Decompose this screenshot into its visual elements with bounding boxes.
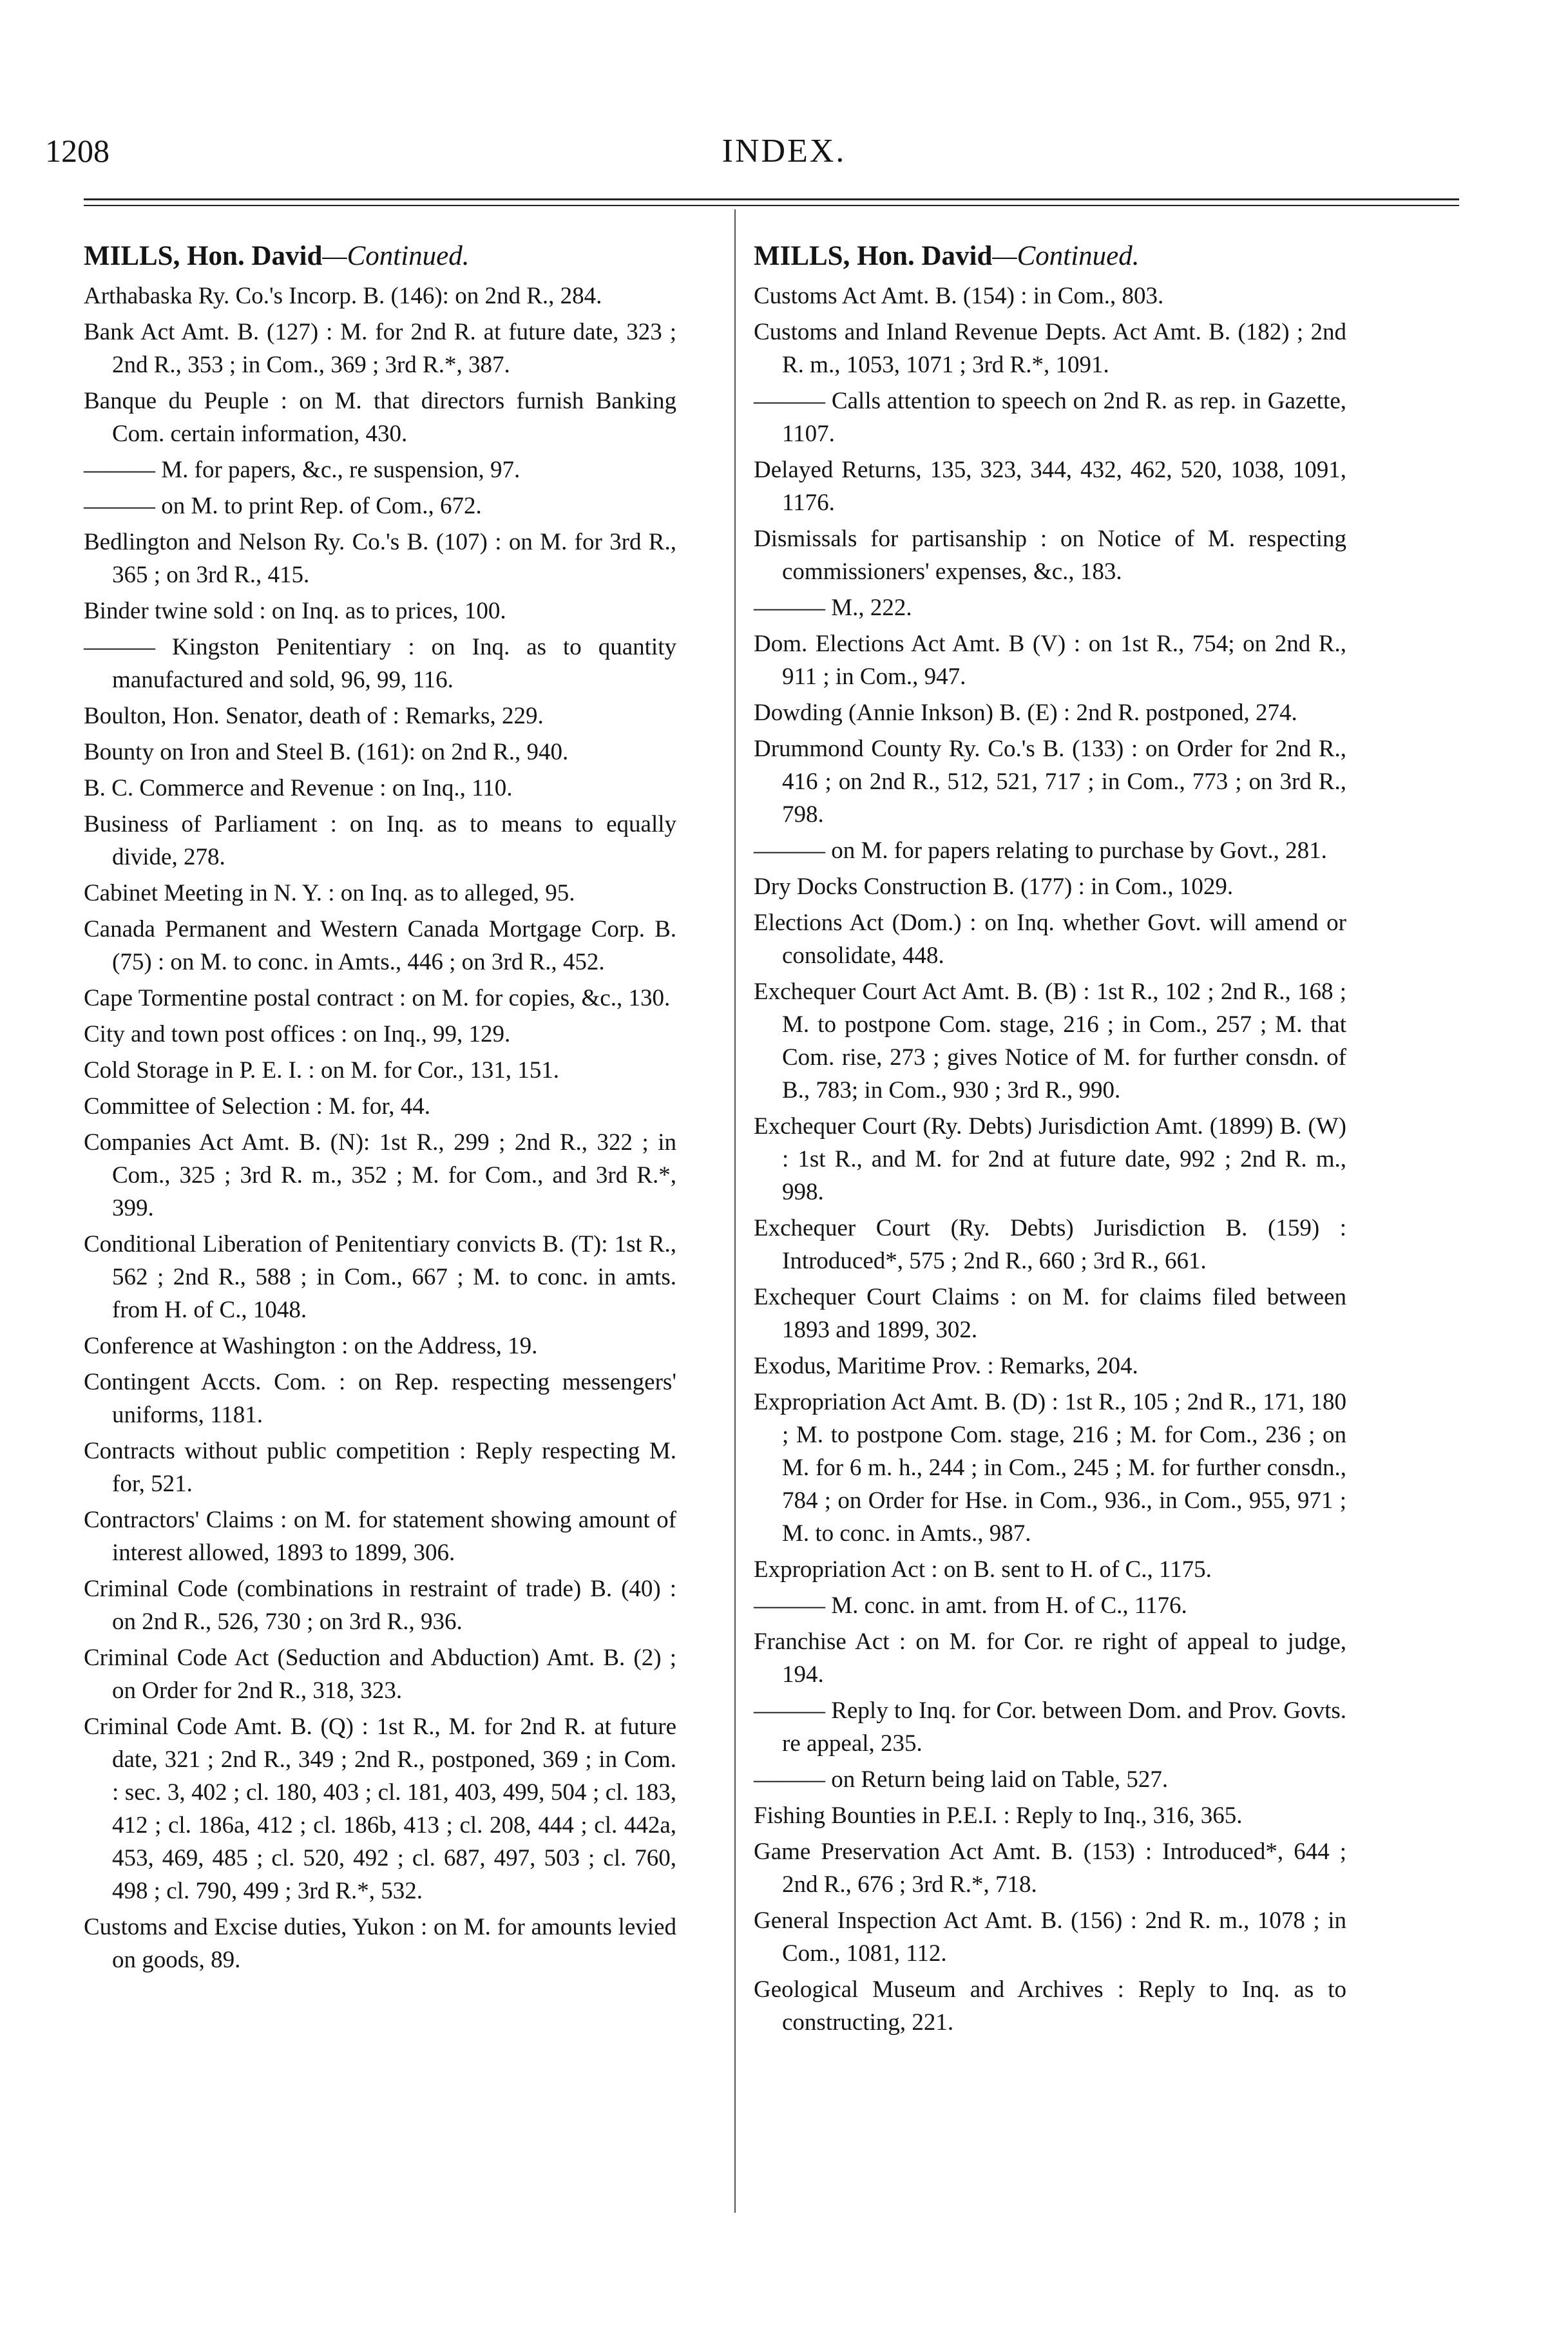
heading-name: MILLS, Hon. David — [84, 241, 323, 271]
index-entry: ——— on M. to print Rep. of Com., 672. — [84, 493, 482, 519]
index-entry: Geological Museum and Archives : Reply to Inq. as to constructing, 221. — [754, 1976, 1346, 2036]
heading-continued: —Continued. — [322, 241, 470, 271]
index-entry: Exchequer Court Claims : on M. for claims filed between 1893 and 1899, 302. — [754, 1284, 1346, 1343]
index-entry: Exodus, Maritime Prov. : Remarks, 204. — [754, 1353, 1138, 1379]
index-entry: Cabinet Meeting in N. Y. : on Inq. as to alleged, 95. — [84, 880, 575, 906]
column-divider — [734, 209, 736, 2213]
index-entry: Bank Act Amt. B. (127) : M. for 2nd R. at future date, 323 ; 2nd R., 353 ; in Com., 369 ; 3rd R.*, 387. — [84, 319, 676, 378]
index-entry: Arthabaska Ry. Co.'s Incorp. B. (146): on 2nd R., 284. — [84, 283, 602, 309]
column-heading — [754, 238, 1346, 274]
index-entry: Expropriation Act Amt. B. (D) : 1st R., 105 ; 2nd R., 171, 180 ; M. to postpone Com. stage, 216 ; M. for Com., 236 ; on M. for 6 m. h., 244 ; in Com., 245 ; M. for further consdn., 784 ; on Order for Hse. in Com., 936., in Com., 955, 971 ; M. to conc. in Amts., 987. — [754, 1389, 1346, 1547]
index-entry: Dry Docks Construction B. (177) : in Com., 1029. — [754, 874, 1234, 900]
index-entry: Boulton, Hon. Senator, death of : Remarks, 229. — [84, 703, 544, 729]
left-column — [84, 238, 676, 1980]
column-heading — [84, 238, 676, 274]
index-entry: Bedlington and Nelson Ry. Co.'s B. (107) : on M. for 3rd R., 365 ; on 3rd R., 415. — [84, 529, 676, 588]
index-entry: ——— M. for papers, &c., re suspension, 97. — [84, 457, 521, 483]
index-entry: Customs and Excise duties, Yukon : on M. for amounts levied on goods, 89. — [84, 1914, 676, 1973]
index-entry: Dom. Elections Act Amt. B (V) : on 1st R., 754; on 2nd R., 911 ; in Com., 947. — [754, 631, 1346, 690]
index-entry: Conditional Liberation of Penitentiary convicts B. (T): 1st R., 562 ; 2nd R., 588 ; in Com., 667 ; M. to conc. in amts. from H. of C., 1048. — [84, 1231, 676, 1323]
index-entry: Exchequer Court (Ry. Debts) Jurisdiction B. (159) : Introduced*, 575 ; 2nd R., 660 ; 3rd R., 661. — [754, 1215, 1346, 1274]
index-entry: ——— Reply to Inq. for Cor. between Dom. and Prov. Govts. re appeal, 235. — [754, 1697, 1346, 1757]
index-entry: Exchequer Court Act Amt. B. (B) : 1st R., 102 ; 2nd R., 168 ; M. to postpone Com. stage, 216 ; in Com., 257 ; M. that Com. rise, 273 ; gives Notice of M. for further consdn. of B., 783; in Com., 930 ; 3rd R., 990. — [754, 979, 1346, 1103]
index-entry: Customs and Inland Revenue Depts. Act Amt. B. (182) ; 2nd R. m., 1053, 1071 ; 3rd R.*, 1091. — [754, 319, 1346, 378]
entry-list — [84, 280, 676, 1976]
index-entry: Criminal Code Act (Seduction and Abduction) Amt. B. (2) ; on Order for 2nd R., 318, 323. — [84, 1645, 676, 1704]
right-column — [754, 238, 1346, 2042]
index-entry: City and town post offices : on Inq., 99, 129. — [84, 1021, 511, 1047]
index-entry: Delayed Returns, 135, 323, 344, 432, 462, 520, 1038, 1091, 1176. — [754, 457, 1346, 516]
index-entry: ——— Kingston Penitentiary : on Inq. as to quantity manufactured and sold, 96, 99, 116. — [84, 634, 676, 693]
entry-list — [754, 280, 1346, 2039]
index-entry: Committee of Selection : M. for, 44. — [84, 1093, 431, 1120]
index-entry: Conference at Washington : on the Address, 19. — [84, 1333, 538, 1359]
index-entry: Criminal Code (combinations in restraint of trade) B. (40) : on 2nd R., 526, 730 ; on 3rd R., 936. — [84, 1576, 676, 1635]
index-entry: ——— on M. for papers relating to purchase by Govt., 281. — [754, 837, 1327, 864]
index-entry: Companies Act Amt. B. (N): 1st R., 299 ; 2nd R., 322 ; in Com., 325 ; 3rd R. m., 352 ; M. for Com., and 3rd R.*, 399. — [84, 1129, 676, 1221]
index-entry: Dismissals for partisanship : on Notice of M. respecting commissioners' expenses, &c., 183. — [754, 526, 1346, 585]
index-entry: Criminal Code Amt. B. (Q) : 1st R., M. for 2nd R. at future date, 321 ; 2nd R., 349 ; 2nd R., postponed, 369 ; in Com. : sec. 3, 402 ; cl. 180, 403 ; cl. 181, 403, 499, 504 ; cl. 183, 412 ; cl. 186a, 412 ; cl. 186b, 413 ; cl. 208, 444 ; cl. 442a, 453, 469, 485 ; cl. 520, 492 ; cl. 687, 497, 503 ; cl. 760, 498 ; cl. 790, 499 ; 3rd R.*, 532. — [84, 1714, 676, 1904]
index-entry: Drummond County Ry. Co.'s B. (133) : on Order for 2nd R., 416 ; on 2nd R., 512, 521, 717 ; in Com., 773 ; on 3rd R., 798. — [754, 736, 1346, 828]
index-entry: Customs Act Amt. B. (154) : in Com., 803. — [754, 283, 1164, 309]
index-entry: Expropriation Act : on B. sent to H. of C., 1175. — [754, 1556, 1212, 1583]
page-number: 1208 — [45, 133, 110, 169]
index-entry: Contractors' Claims : on M. for statement showing amount of interest allowed, 1893 to 1899, 306. — [84, 1507, 676, 1566]
index-entry: General Inspection Act Amt. B. (156) : 2nd R. m., 1078 ; in Com., 1081, 112. — [754, 1907, 1346, 1967]
index-entry: Contracts without public competition : Reply respecting M. for, 521. — [84, 1438, 676, 1497]
index-entry: ——— on Return being laid on Table, 527. — [754, 1766, 1169, 1793]
header-rule-thin — [84, 205, 1459, 206]
index-entry: Binder twine sold : on Inq. as to prices, 100. — [84, 598, 506, 624]
index-entry: Elections Act (Dom.) : on Inq. whether Govt. will amend or consolidate, 448. — [754, 910, 1346, 969]
header-rule — [84, 198, 1459, 200]
index-entry: Contingent Accts. Com. : on Rep. respecting messengers' uniforms, 1181. — [84, 1369, 676, 1428]
index-entry: Dowding (Annie Inkson) B. (E) : 2nd R. postponed, 274. — [754, 700, 1297, 726]
index-entry: Business of Parliament : on Inq. as to means to equally divide, 278. — [84, 811, 676, 870]
index-entry: Exchequer Court (Ry. Debts) Jurisdiction Amt. (1899) B. (W) : 1st R., and M. for 2nd at future date, 992 ; 2nd R. m., 998. — [754, 1113, 1346, 1205]
index-entry: ——— M., 222. — [754, 595, 912, 621]
index-entry: B. C. Commerce and Revenue : on Inq., 110. — [84, 775, 513, 801]
index-entry: Bounty on Iron and Steel B. (161): on 2nd R., 940. — [84, 739, 569, 765]
heading-name: MILLS, Hon. David — [754, 241, 993, 271]
index-entry: Fishing Bounties in P.E.I. : Reply to Inq., 316, 365. — [754, 1802, 1243, 1829]
index-entry: Canada Permanent and Western Canada Mortgage Corp. B. (75) : on M. to conc. in Amts., 446 ; on 3rd R., 452. — [84, 916, 676, 975]
index-entry: Cape Tormentine postal contract : on M. for copies, &c., 130. — [84, 985, 671, 1011]
index-entry: ——— M. conc. in amt. from H. of C., 1176. — [754, 1592, 1187, 1619]
heading-continued: —Continued. — [992, 241, 1140, 271]
index-entry: Banque du Peuple : on M. that directors furnish Banking Com. certain information, 430. — [84, 388, 676, 447]
page-title: INDEX. — [722, 133, 846, 169]
index-entry: Game Preservation Act Amt. B. (153) : Introduced*, 644 ; 2nd R., 676 ; 3rd R.*, 718. — [754, 1839, 1346, 1898]
index-entry: ——— Calls attention to speech on 2nd R. as rep. in Gazette, 1107. — [754, 388, 1346, 447]
index-entry: Franchise Act : on M. for Cor. re right of appeal to judge, 194. — [754, 1629, 1346, 1688]
index-entry: Cold Storage in P. E. I. : on M. for Cor., 131, 151. — [84, 1057, 559, 1084]
